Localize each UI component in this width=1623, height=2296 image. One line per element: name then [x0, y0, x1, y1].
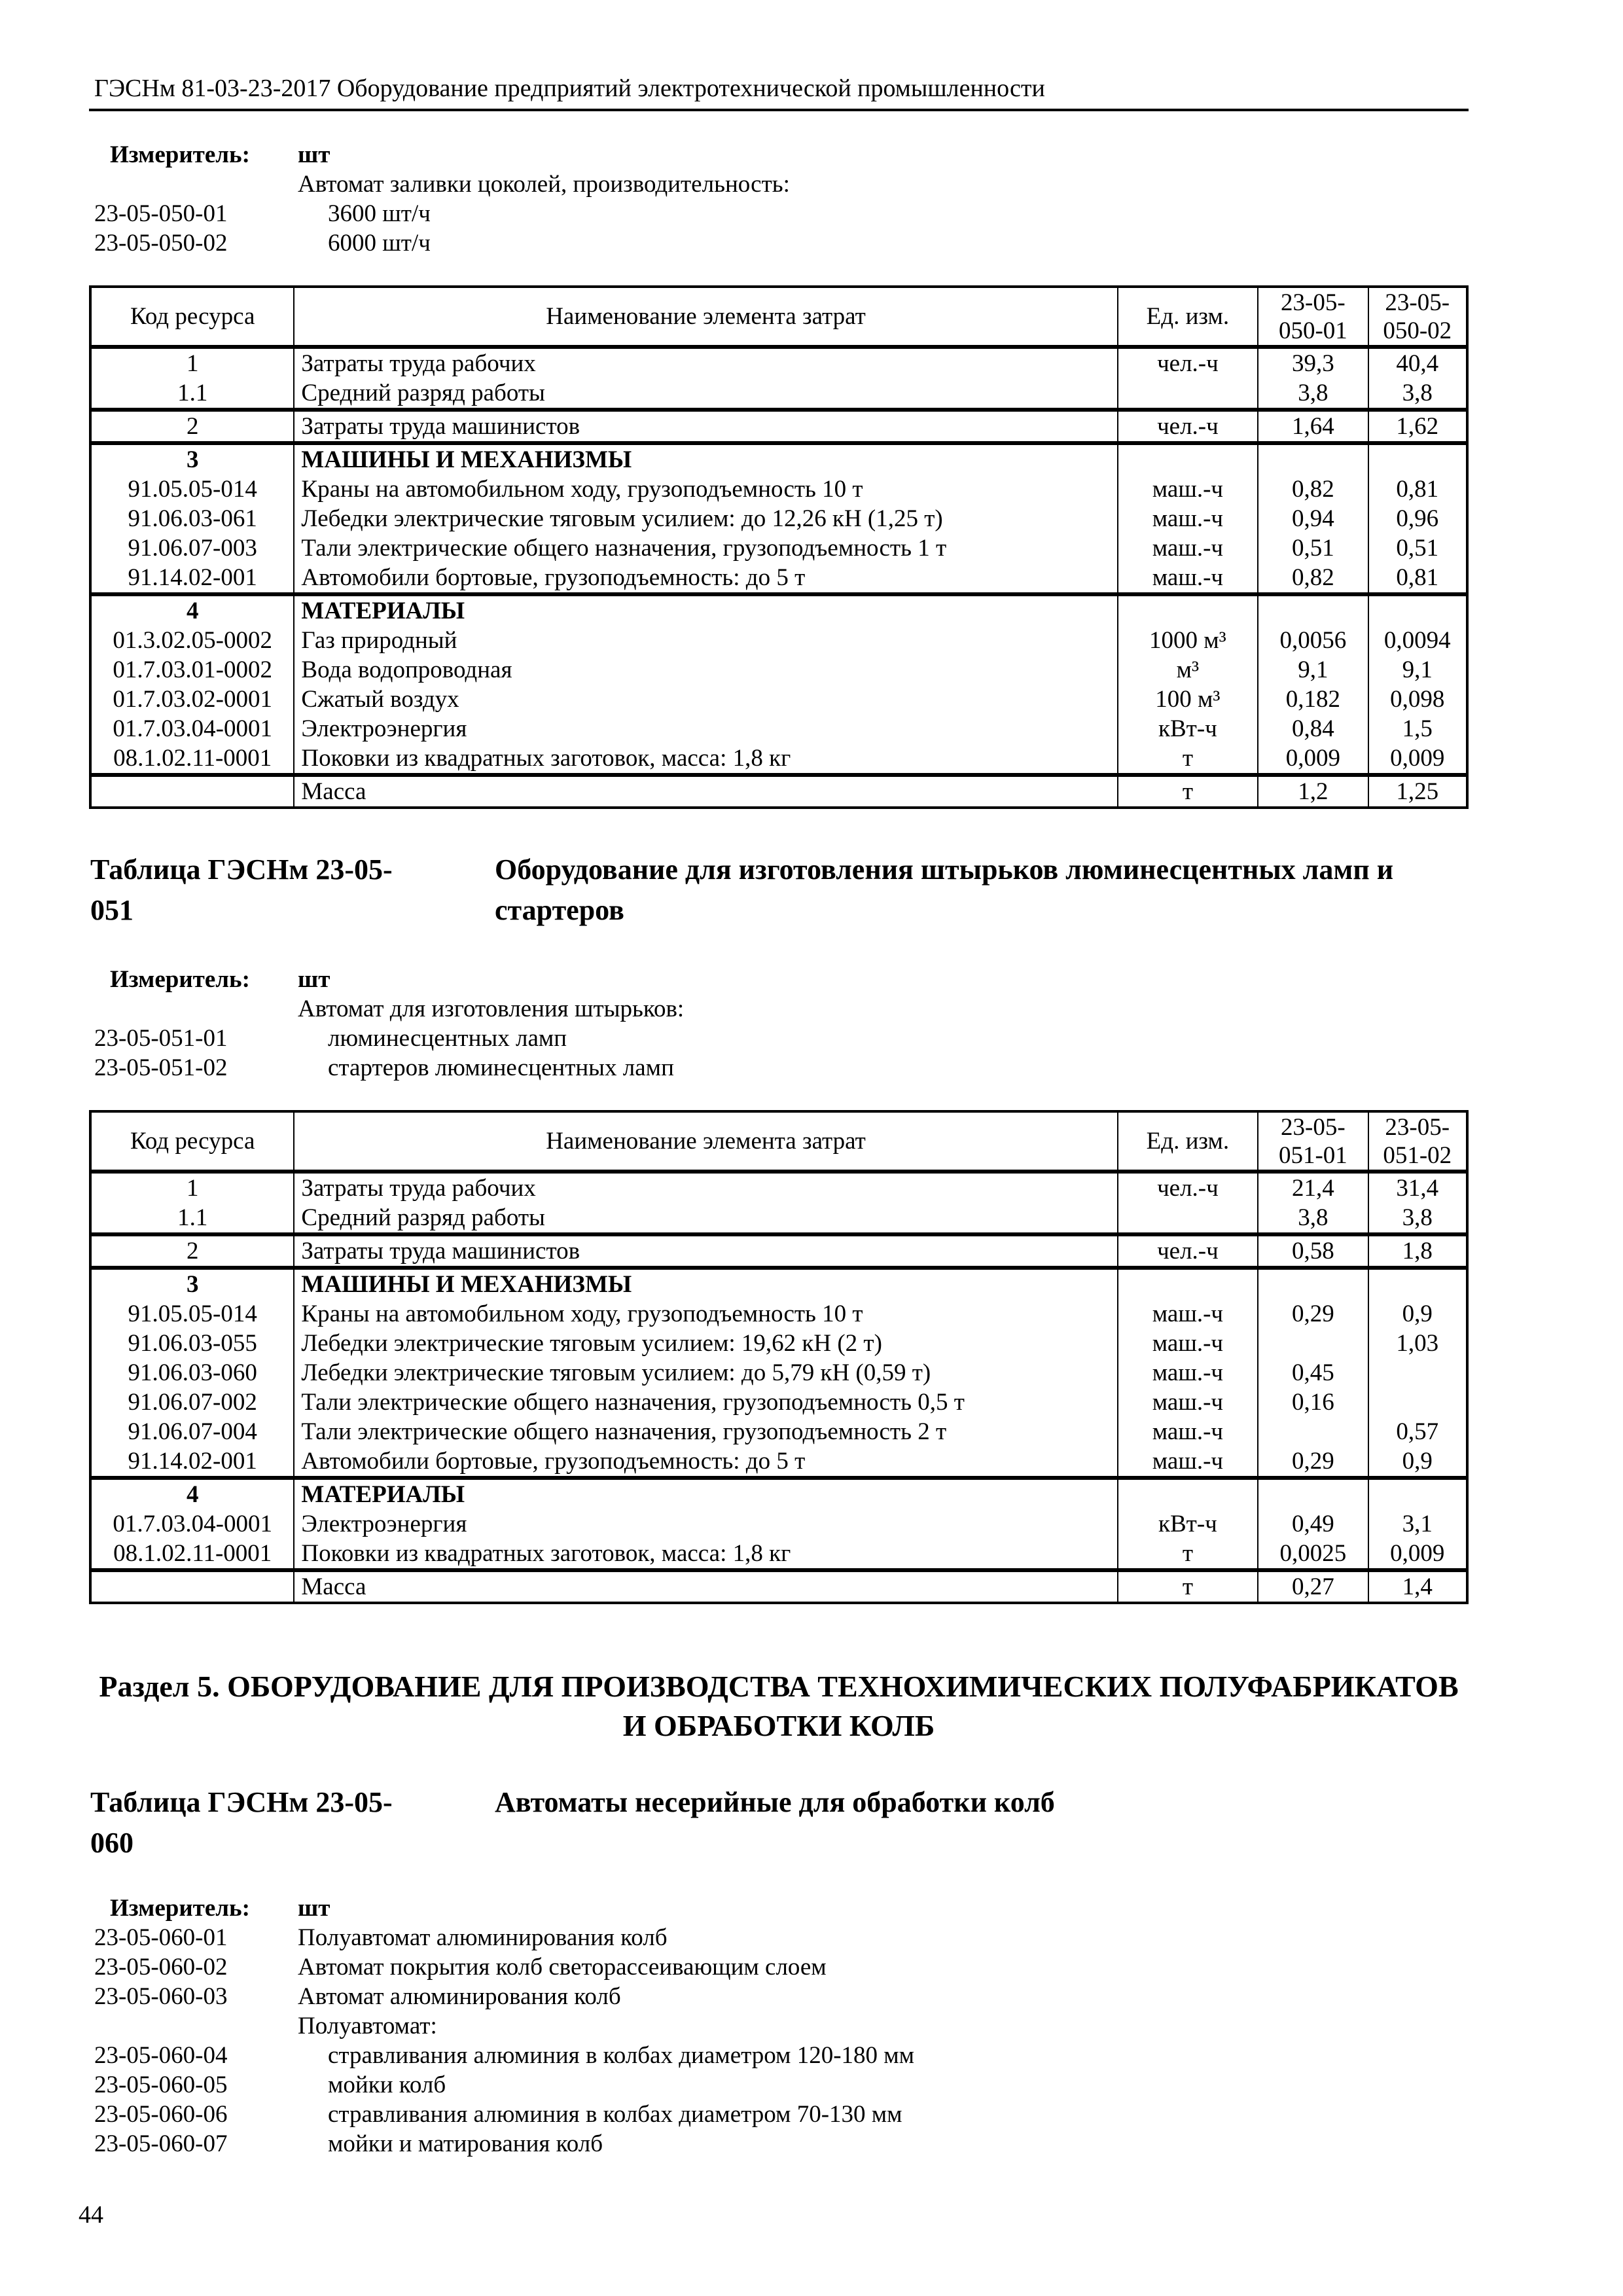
measure-block-050 [89, 140, 1469, 258]
cell-value-2: 0,0094 [1368, 626, 1467, 655]
cell-resource-code: 91.06.07-002 [90, 1388, 294, 1417]
table-row [90, 775, 1467, 808]
col-header-cost-element: Наименование элемента затрат [294, 1111, 1117, 1172]
item-text: Автомат покрытия колб светорассеивающим слоем [298, 1954, 827, 1981]
cell-unit: т [1118, 1539, 1258, 1570]
measure-label: Измеритель: [110, 1895, 250, 1922]
table-row [90, 378, 1467, 410]
item-text: стартеров люминесцентных ламп [328, 1054, 674, 1081]
table-row [90, 1329, 1467, 1358]
table-row [90, 533, 1467, 563]
cost-table-050 [89, 285, 1469, 809]
table-head [90, 1111, 1467, 1172]
table-row [90, 1268, 1467, 1299]
document-header-title: ГЭСНм 81-03-23-2017 Оборудование предприятий электротехнической промышленности [94, 75, 1045, 102]
cell-value-1 [1258, 1417, 1368, 1446]
cell-resource-code: 4 [90, 1478, 294, 1509]
list-item [89, 1982, 1469, 2011]
cell-value-2: 0,57 [1368, 1417, 1467, 1446]
table-row [90, 504, 1467, 533]
cell-unit [1118, 1268, 1258, 1299]
cell-resource-code: 91.06.03-060 [90, 1358, 294, 1388]
cell-resource-code: 91.14.02-001 [90, 1446, 294, 1478]
table-row [90, 1203, 1467, 1234]
list-item [89, 1923, 1469, 1952]
cell-unit [1118, 1203, 1258, 1234]
estimate-items-051 [89, 1024, 1469, 1083]
cell-unit: маш.-ч [1118, 533, 1258, 563]
col-header-estimate-1 [1258, 1111, 1368, 1172]
item-text: стравливания алюминия в колбах диаметром 120-180 мм [328, 2042, 915, 2069]
cell-value-1: 0,82 [1258, 563, 1368, 594]
intro-text: Автомат заливки цоколей, производительность: [298, 171, 790, 198]
item-text: Полуавтомат алюминирования колб [298, 1924, 668, 1951]
table-row [90, 1417, 1467, 1446]
cell-value-2: 0,009 [1368, 744, 1467, 775]
cell-cost-element-name: Масса [294, 775, 1117, 808]
table-row [90, 714, 1467, 744]
cell-resource-code: 2 [90, 410, 294, 443]
item-text: люминесцентных ламп [328, 1025, 567, 1052]
list-item [89, 2100, 1469, 2129]
cell-unit: чел.-ч [1118, 410, 1258, 443]
table-row [90, 685, 1467, 714]
table-row [90, 347, 1467, 378]
estimate-items-050 [89, 199, 1469, 258]
intro-row [89, 994, 1469, 1024]
intro-row [89, 170, 1469, 199]
cell-value-1: 0,29 [1258, 1299, 1368, 1329]
item-text: Автомат алюминирования колб [298, 1983, 621, 2010]
cell-unit [1118, 594, 1258, 626]
cell-unit: маш.-ч [1118, 1358, 1258, 1388]
item-code: 23-05-060-07 [94, 2130, 228, 2157]
cell-unit: маш.-ч [1118, 1417, 1258, 1446]
cell-cost-element-name: Тали электрические общего назначения, грузоподъемность 2 т [294, 1417, 1117, 1446]
cell-resource-code: 01.7.03.02-0001 [90, 685, 294, 714]
cell-value-2 [1368, 1388, 1467, 1417]
caption-label [89, 850, 495, 931]
estimate-code-line: 050-02 [1383, 317, 1452, 344]
cell-resource-code [90, 775, 294, 808]
cell-value-2: 3,1 [1368, 1509, 1467, 1539]
cell-cost-element-name: МАШИНЫ И МЕХАНИЗМЫ [294, 1268, 1117, 1299]
cell-unit [1118, 1478, 1258, 1509]
cell-value-1: 0,182 [1258, 685, 1368, 714]
measure-unit-value: шт [298, 141, 330, 168]
cell-resource-code: 91.06.07-004 [90, 1417, 294, 1446]
header-rule [89, 109, 1469, 111]
cell-unit [1118, 378, 1258, 410]
cell-value-1: 0,0056 [1258, 626, 1368, 655]
cell-cost-element-name: Затраты труда рабочих [294, 1172, 1117, 1203]
cell-value-2: 0,9 [1368, 1446, 1467, 1478]
intro-text: Автомат для изготовления штырьков: [298, 996, 685, 1022]
table-row [90, 1172, 1467, 1203]
cell-value-2: 0,81 [1368, 563, 1467, 594]
header-row [90, 1111, 1467, 1172]
cell-cost-element-name: Затраты труда рабочих [294, 347, 1117, 378]
cell-value-2: 0,81 [1368, 475, 1467, 504]
estimate-code-line: 050-01 [1278, 317, 1347, 344]
list-item [89, 199, 1469, 228]
cell-unit: маш.-ч [1118, 475, 1258, 504]
table-body [90, 1172, 1467, 1603]
cell-value-2: 3,8 [1368, 378, 1467, 410]
cell-cost-element-name: Тали электрические общего назначения, грузоподъемность 0,5 т [294, 1388, 1117, 1417]
col-header-estimate-1 [1258, 287, 1368, 347]
measure-unit-value: шт [298, 1895, 330, 1922]
page-number: 44 [79, 2201, 103, 2229]
table-row [90, 655, 1467, 685]
caption-label-line: 060 [90, 1827, 134, 1859]
estimate-code-line: 23-05- [1281, 1113, 1346, 1141]
cell-value-1: 0,58 [1258, 1234, 1368, 1268]
col-header-estimate-2 [1368, 287, 1467, 347]
col-header-resource-code: Код ресурса [90, 1111, 294, 1172]
item-text: 3600 шт/ч [328, 200, 431, 227]
table-head [90, 287, 1467, 347]
item-code: 23-05-060-04 [94, 2042, 228, 2069]
table-row [90, 475, 1467, 504]
cell-value-1: 0,29 [1258, 1446, 1368, 1478]
cell-unit: 100 м³ [1118, 685, 1258, 714]
measure-row [89, 140, 1469, 170]
cell-unit: м³ [1118, 655, 1258, 685]
cell-resource-code: 91.14.02-001 [90, 563, 294, 594]
cell-cost-element-name: Лебедки электрические тяговым усилием: до 12,26 кН (1,25 т) [294, 504, 1117, 533]
cell-cost-element-name: Лебедки электрические тяговым усилием: 19,62 кН (2 т) [294, 1329, 1117, 1358]
header-row [90, 287, 1467, 347]
caption-label-line: Таблица ГЭСНм 23-05- [90, 853, 393, 886]
table-row [90, 1388, 1467, 1417]
item-code: 23-05-060-03 [94, 1983, 228, 2010]
item-code [89, 170, 298, 199]
cell-resource-code: 08.1.02.11-0001 [90, 1539, 294, 1570]
table-row [90, 744, 1467, 775]
item-text: мойки и матирования колб [328, 2130, 603, 2157]
cell-cost-element-name: Краны на автомобильном ходу, грузоподъемность 10 т [294, 475, 1117, 504]
cell-value-2 [1368, 1268, 1467, 1299]
estimate-code-line: 051-01 [1278, 1141, 1347, 1169]
table-row [90, 1478, 1467, 1509]
col-header-resource-code: Код ресурса [90, 287, 294, 347]
item-code: 23-05-060-06 [94, 2101, 228, 2128]
cell-value-1: 1,2 [1258, 775, 1368, 808]
cell-resource-code: 01.7.03.04-0001 [90, 714, 294, 744]
item-text: 6000 шт/ч [328, 230, 431, 257]
table-row [90, 1446, 1467, 1478]
cell-value-1: 3,8 [1258, 1203, 1368, 1234]
col-header-unit: Ед. изм. [1118, 1111, 1258, 1172]
item-code: 23-05-060-02 [94, 1954, 228, 1981]
cell-value-1 [1258, 1268, 1368, 1299]
cell-value-2: 31,4 [1368, 1172, 1467, 1203]
cell-value-2: 0,9 [1368, 1299, 1467, 1329]
cell-value-1: 1,64 [1258, 410, 1368, 443]
table-caption-060 [89, 1782, 1469, 1863]
list-item [89, 1053, 1469, 1083]
cell-resource-code: 91.05.05-014 [90, 1299, 294, 1329]
list-item [89, 2070, 1469, 2100]
cell-resource-code: 2 [90, 1234, 294, 1268]
col-header-cost-element: Наименование элемента затрат [294, 287, 1117, 347]
cell-cost-element-name: МАШИНЫ И МЕХАНИЗМЫ [294, 443, 1117, 475]
cell-value-2: 0,51 [1368, 533, 1467, 563]
cell-cost-element-name: Тали электрические общего назначения, грузоподъемность 1 т [294, 533, 1117, 563]
table-row [90, 1234, 1467, 1268]
cell-value-1: 0,84 [1258, 714, 1368, 744]
cell-cost-element-name: Электроэнергия [294, 714, 1117, 744]
table-row [90, 410, 1467, 443]
item-text: мойки колб [328, 2072, 446, 2098]
cell-resource-code: 91.06.03-061 [90, 504, 294, 533]
estimate-code-line: 23-05- [1385, 1113, 1450, 1141]
caption-label [89, 1782, 495, 1863]
cell-value-1: 0,009 [1258, 744, 1368, 775]
col-header-unit: Ед. изм. [1118, 287, 1258, 347]
cell-value-2: 1,5 [1368, 714, 1467, 744]
cell-value-1: 0,51 [1258, 533, 1368, 563]
cell-value-2: 9,1 [1368, 655, 1467, 685]
estimate-code-line: 23-05- [1385, 289, 1450, 316]
cell-cost-element-name: Автомобили бортовые, грузоподъемность: до 5 т [294, 1446, 1117, 1478]
list-item [89, 2129, 1469, 2159]
cell-value-2 [1368, 1358, 1467, 1388]
cell-resource-code: 01.7.03.01-0002 [90, 655, 294, 685]
measure-block-060 [89, 1893, 1469, 2159]
cell-value-1: 0,27 [1258, 1570, 1368, 1603]
cell-unit: чел.-ч [1118, 1172, 1258, 1203]
cell-value-1: 9,1 [1258, 655, 1368, 685]
measure-label: Измеритель: [110, 966, 250, 993]
cell-unit: маш.-ч [1118, 1329, 1258, 1358]
cell-cost-element-name: Затраты труда машинистов [294, 410, 1117, 443]
cell-unit: кВт-ч [1118, 1509, 1258, 1539]
cell-resource-code: 4 [90, 594, 294, 626]
cell-unit: маш.-ч [1118, 563, 1258, 594]
cell-resource-code: 3 [90, 1268, 294, 1299]
cell-resource-code [90, 1570, 294, 1603]
table-row [90, 594, 1467, 626]
item-code: 23-05-050-01 [94, 200, 228, 227]
measure-block-051 [89, 965, 1469, 1083]
cell-cost-element-name: Затраты труда машинистов [294, 1234, 1117, 1268]
cell-unit: т [1118, 1570, 1258, 1603]
cell-cost-element-name: МАТЕРИАЛЫ [294, 1478, 1117, 1509]
cell-resource-code: 01.7.03.04-0001 [90, 1509, 294, 1539]
cell-unit: чел.-ч [1118, 1234, 1258, 1268]
cell-unit: маш.-ч [1118, 504, 1258, 533]
cell-value-2: 1,8 [1368, 1234, 1467, 1268]
cell-value-2: 1,03 [1368, 1329, 1467, 1358]
cell-cost-element-name: Автомобили бортовые, грузоподъемность: до 5 т [294, 563, 1117, 594]
col-header-estimate-2 [1368, 1111, 1467, 1172]
table-row [90, 563, 1467, 594]
cell-value-2: 3,8 [1368, 1203, 1467, 1234]
cell-resource-code: 1.1 [90, 378, 294, 410]
cell-value-2: 0,009 [1368, 1539, 1467, 1570]
cell-unit: 1000 м³ [1118, 626, 1258, 655]
list-item [89, 2041, 1469, 2070]
cell-value-2: 1,62 [1368, 410, 1467, 443]
cell-resource-code: 91.06.07-003 [90, 533, 294, 563]
cell-cost-element-name: Электроэнергия [294, 1509, 1117, 1539]
table-row [90, 1299, 1467, 1329]
cell-cost-element-name: Сжатый воздух [294, 685, 1117, 714]
cell-resource-code: 91.06.03-055 [90, 1329, 294, 1358]
cell-value-1: 0,49 [1258, 1509, 1368, 1539]
table-body [90, 347, 1467, 808]
cell-value-2: 40,4 [1368, 347, 1467, 378]
cell-cost-element-name: Лебедки электрические тяговым усилием: до 5,79 кН (0,59 т) [294, 1358, 1117, 1388]
caption-title: Оборудование для изготовления штырьков люминесцентных ламп и стартеров [495, 853, 1394, 926]
caption-label-line: Таблица ГЭСНм 23-05- [90, 1786, 393, 1818]
item-code: 23-05-060-05 [94, 2072, 228, 2098]
cell-value-2 [1368, 1478, 1467, 1509]
measure-label: Измеритель: [110, 141, 250, 168]
measure-row [89, 965, 1469, 994]
cell-resource-code: 08.1.02.11-0001 [90, 744, 294, 775]
cell-value-2: 0,098 [1368, 685, 1467, 714]
measure-row [89, 1893, 1469, 1923]
item-code [89, 994, 298, 1024]
cell-value-1 [1258, 594, 1368, 626]
estimate-code-line: 23-05- [1281, 289, 1346, 316]
cell-unit: чел.-ч [1118, 347, 1258, 378]
cell-cost-element-name: Средний разряд работы [294, 378, 1117, 410]
estimate-items-060 [89, 1923, 1469, 2159]
cell-value-2: 1,4 [1368, 1570, 1467, 1603]
cell-resource-code: 91.05.05-014 [90, 475, 294, 504]
measure-unit-value: шт [298, 966, 330, 993]
cell-cost-element-name: Краны на автомобильном ходу, грузоподъемность 10 т [294, 1299, 1117, 1329]
cell-unit: кВт-ч [1118, 714, 1258, 744]
cell-unit: маш.-ч [1118, 1388, 1258, 1417]
table-row [90, 1539, 1467, 1570]
item-code: 23-05-051-01 [94, 1025, 228, 1052]
cell-value-1: 0,45 [1258, 1358, 1368, 1388]
cell-cost-element-name: Газ природный [294, 626, 1117, 655]
cell-unit: маш.-ч [1118, 1299, 1258, 1329]
cell-value-1: 3,8 [1258, 378, 1368, 410]
cell-value-1 [1258, 1478, 1368, 1509]
cell-resource-code: 1 [90, 1172, 294, 1203]
cell-value-1: 0,82 [1258, 475, 1368, 504]
cost-table-051 [89, 1110, 1469, 1604]
cell-cost-element-name: Масса [294, 1570, 1117, 1603]
table-row [90, 1509, 1467, 1539]
table-row [90, 626, 1467, 655]
item-text: Полуавтомат: [298, 2013, 437, 2039]
cell-resource-code: 01.3.02.05-0002 [90, 626, 294, 655]
item-code: 23-05-051-02 [94, 1054, 228, 1081]
cell-cost-element-name: Поковки из квадратных заготовок, масса: 1,8 кг [294, 1539, 1117, 1570]
table-row [90, 1358, 1467, 1388]
cell-cost-element-name: Поковки из квадратных заготовок, масса: 1,8 кг [294, 744, 1117, 775]
caption-title: Автоматы несерийные для обработки колб [495, 1786, 1055, 1818]
table-row [90, 443, 1467, 475]
estimate-code-line: 051-02 [1383, 1141, 1452, 1169]
cell-value-1: 0,94 [1258, 504, 1368, 533]
list-item [89, 1024, 1469, 1053]
cell-value-2: 1,25 [1368, 775, 1467, 808]
cell-cost-element-name: Вода водопроводная [294, 655, 1117, 685]
table-caption-051 [89, 850, 1469, 931]
cell-unit: маш.-ч [1118, 1446, 1258, 1478]
item-code: 23-05-050-02 [94, 230, 228, 257]
cell-resource-code: 3 [90, 443, 294, 475]
cell-value-2 [1368, 594, 1467, 626]
cell-resource-code: 1 [90, 347, 294, 378]
cell-value-1 [1258, 443, 1368, 475]
section-5-heading: Раздел 5. ОБОРУДОВАНИЕ ДЛЯ ПРОИЗВОДСТВА ТЕХНОХИМИЧЕСКИХ ПОЛУФАБРИКАТОВ И ОБРАБОТКИ КОЛБ [99, 1670, 1459, 1742]
cell-value-1: 0,0025 [1258, 1539, 1368, 1570]
item-text: стравливания алюминия в колбах диаметром 70-130 мм [328, 2101, 902, 2128]
cell-value-1: 0,16 [1258, 1388, 1368, 1417]
list-item [89, 2011, 1469, 2041]
cell-resource-code: 1.1 [90, 1203, 294, 1234]
item-code [89, 2011, 298, 2041]
cell-value-1 [1258, 1329, 1368, 1358]
cell-unit [1118, 443, 1258, 475]
item-code: 23-05-060-01 [94, 1924, 228, 1951]
cell-value-1: 21,4 [1258, 1172, 1368, 1203]
cell-cost-element-name: МАТЕРИАЛЫ [294, 594, 1117, 626]
list-item [89, 228, 1469, 258]
caption-label-line: 051 [90, 894, 134, 926]
list-item [89, 1952, 1469, 1982]
cell-value-1: 39,3 [1258, 347, 1368, 378]
cell-value-2 [1368, 443, 1467, 475]
cell-cost-element-name: Средний разряд работы [294, 1203, 1117, 1234]
cell-value-2: 0,96 [1368, 504, 1467, 533]
cell-unit: т [1118, 775, 1258, 808]
table-row [90, 1570, 1467, 1603]
cell-unit: т [1118, 744, 1258, 775]
